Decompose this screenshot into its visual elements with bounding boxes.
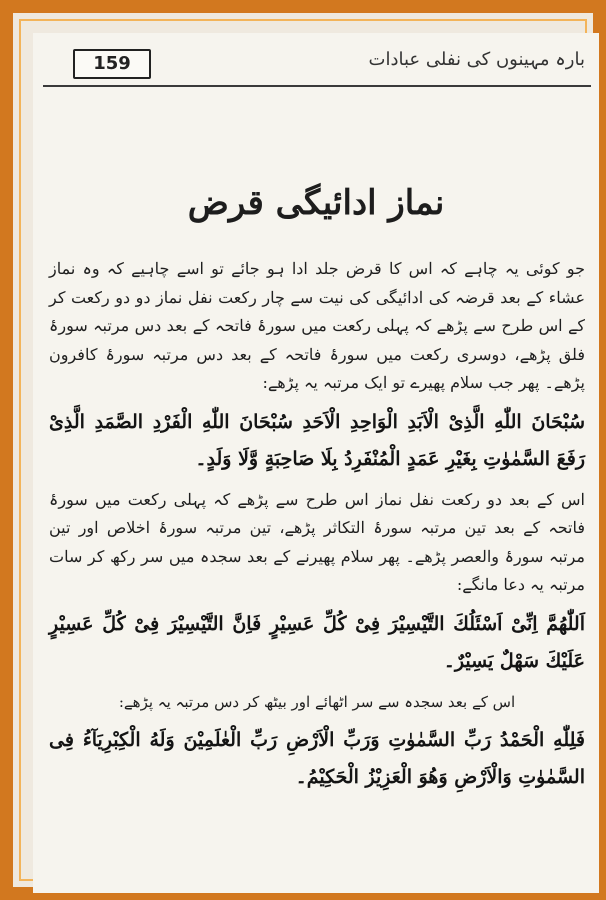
dua-second: اَللّٰهُمَّ اِنِّیْ اَسْئَلُكَ التَّیْسِیْرَ فِیْ كُلِّ عَسِیْرٍ فَاِنَّ التَّیْسِیْرَ فِیْ كُلِّ عَسِیْرٍ عَلَیْكَ سَهْلٌ یَسِیْرٌ۔ [49,612,585,672]
dua-first: سُبْحَانَ اللّٰهِ الَّذِیْ الْاَبَدِ الْوَاحِدِ الْاَحَدِ سُبْحَانَ اللّٰهِ الْفَرْدِ الصَّمَدِ الَّذِیْ رَفَعَ السَّمٰوٰتِ بِغَیْرِ عَمَدٍ الْمُنْفَرِدُ بِلَا صَاحِبَةٍ وَّلَا وَلَدٍ۔ [49,410,585,470]
paragraph-instruction: اس کے بعد سجدہ سے سر اٹھائے اور بیٹھ کر دس مرتبہ یہ پڑھے: [118,692,516,711]
paragraph-intro: جو کوئی یہ چاہے کہ اس کا قرض جلد ادا ہو جائے تو اسے چاہیے کہ وہ نماز عشاء کے بعد قرضہ کی ادائیگی کی نیت سے چار رکعت نفل نماز دو دو رکعت کر کے اس طرح سے پڑھے کہ پہلی رکعت میں سورۂ فاتحہ کے بعد دس مرتبہ سورۂ فلق پڑھے، دوسری رکعت میں سورۂ فاتحہ کے بعد دس مرتبہ سورۂ کافرون پڑھے۔ پھر جب سلام پھیرے تو ایک مرتبہ یہ پڑھے: [49,259,586,392]
page-number: 159 [73,49,151,79]
page-header [43,45,591,87]
dua-third: فَلِلّٰهِ الْحَمْدُ رَبِّ السَّمٰوٰتِ وَرَبِّ الْاَرْضِ رَبِّ الْعٰلَمِیْنَ وَلَهُ الْكِبْرِیَآءُ فِی السَّمٰوٰتِ وَالْاَرْضِ وَهُوَ الْعَزِیْزُ الْحَكِیْمُ۔ [49,729,585,788]
body-text [49,255,585,804]
chapter-title: نماز ادائیگی قرض [187,183,445,223]
book-page [33,33,599,893]
running-title: بارہ مہینوں کی نفلی عبادات [368,49,585,70]
paragraph-second-prayer: اس کے بعد دو رکعت نفل نماز اس طرح سے پڑھے کہ پہلی رکعت میں سورۂ فاتحہ کے بعد تین مرتبہ سورۂ التکاثر پڑھے، تین مرتبہ سورۂ اخلاص اور تین مرتبہ سورۂ والعصر پڑھے۔ پھر سلام پھیرنے کے بعد سجدہ میں سر رکھ کر سات مرتبہ یہ دعا مانگے: [49,489,585,594]
